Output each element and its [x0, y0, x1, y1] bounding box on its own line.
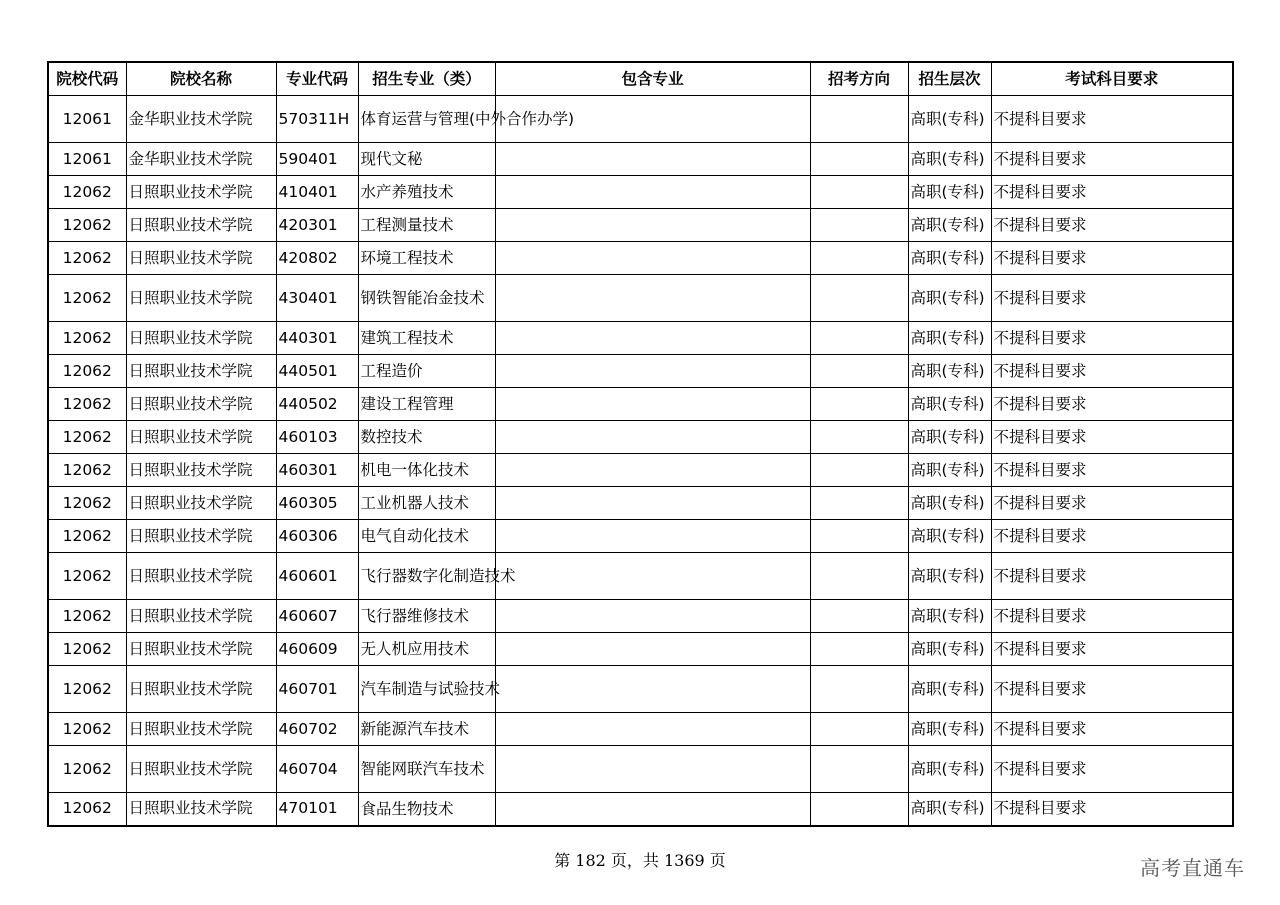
- cell-includes: [495, 713, 810, 746]
- cell-direction: [810, 355, 908, 388]
- cell-school-code: 12061: [48, 143, 126, 176]
- cell-school-name: 日照职业技术学院: [126, 355, 276, 388]
- cell-school-code: 12062: [48, 520, 126, 553]
- cell-major: 新能源汽车技术: [358, 713, 495, 746]
- cell-school-code: 12062: [48, 275, 126, 322]
- cell-major-code: 440301: [276, 322, 358, 355]
- cell-includes: [495, 388, 810, 421]
- cell-includes: [495, 666, 810, 713]
- cell-school-name: 日照职业技术学院: [126, 746, 276, 793]
- cell-major: 飞行器数字化制造技术: [358, 553, 495, 600]
- cell-direction: [810, 487, 908, 520]
- table-row: [48, 176, 1233, 209]
- cell-major-code: 440501: [276, 355, 358, 388]
- cell-major: 工程测量技术: [358, 209, 495, 242]
- cell-school-code: 12062: [48, 666, 126, 713]
- table-row: [48, 520, 1233, 553]
- cell-major: 体育运营与管理(中外合作办学): [358, 96, 495, 143]
- cell-school-name: 日照职业技术学院: [126, 793, 276, 826]
- cell-school-code: 12062: [48, 713, 126, 746]
- cell-includes: [495, 421, 810, 454]
- cell-direction: [810, 600, 908, 633]
- cell-includes: [495, 242, 810, 275]
- cell-school-code: 12062: [48, 322, 126, 355]
- cell-level: 高职(专科): [908, 454, 991, 487]
- cell-includes: [495, 355, 810, 388]
- cell-requirement: 不提科目要求: [991, 421, 1233, 454]
- cell-direction: [810, 421, 908, 454]
- cell-level: 高职(专科): [908, 421, 991, 454]
- cell-school-code: 12061: [48, 96, 126, 143]
- table-row: [48, 793, 1233, 826]
- cell-school-name: 日照职业技术学院: [126, 388, 276, 421]
- table-row: [48, 633, 1233, 666]
- cell-major-code: 420802: [276, 242, 358, 275]
- cell-direction: [810, 454, 908, 487]
- table-row: [48, 242, 1233, 275]
- cell-school-name: 日照职业技术学院: [126, 322, 276, 355]
- cell-includes: [495, 487, 810, 520]
- cell-includes: [495, 143, 810, 176]
- cell-school-code: 12062: [48, 176, 126, 209]
- cell-major-code: 460702: [276, 713, 358, 746]
- cell-requirement: 不提科目要求: [991, 633, 1233, 666]
- cell-school-name: 日照职业技术学院: [126, 421, 276, 454]
- cell-includes: [495, 793, 810, 826]
- table-row: [48, 275, 1233, 322]
- cell-major-code: 460306: [276, 520, 358, 553]
- cell-school-code: 12062: [48, 633, 126, 666]
- cell-major-code: 440502: [276, 388, 358, 421]
- cell-school-name: 日照职业技术学院: [126, 454, 276, 487]
- cell-school-code: 12062: [48, 209, 126, 242]
- cell-level: 高职(专科): [908, 600, 991, 633]
- cell-level: 高职(专科): [908, 520, 991, 553]
- cell-includes: [495, 209, 810, 242]
- cell-major: 工业机器人技术: [358, 487, 495, 520]
- cell-direction: [810, 713, 908, 746]
- cell-requirement: 不提科目要求: [991, 355, 1233, 388]
- cell-level: 高职(专科): [908, 143, 991, 176]
- cell-major-code: 430401: [276, 275, 358, 322]
- table-row: [48, 600, 1233, 633]
- cell-direction: [810, 322, 908, 355]
- cell-level: 高职(专科): [908, 96, 991, 143]
- cell-level: 高职(专科): [908, 746, 991, 793]
- table-header-row: [48, 62, 1233, 96]
- cell-level: 高职(专科): [908, 388, 991, 421]
- cell-major: 建设工程管理: [358, 388, 495, 421]
- cell-major-code: 460607: [276, 600, 358, 633]
- cell-school-code: 12062: [48, 421, 126, 454]
- cell-level: 高职(专科): [908, 793, 991, 826]
- cell-direction: [810, 143, 908, 176]
- cell-direction: [810, 96, 908, 143]
- cell-school-name: 日照职业技术学院: [126, 633, 276, 666]
- cell-school-code: 12062: [48, 793, 126, 826]
- cell-major-code: 460704: [276, 746, 358, 793]
- header-school-name: 院校名称: [126, 62, 276, 96]
- cell-school-code: 12062: [48, 355, 126, 388]
- cell-school-name: 日照职业技术学院: [126, 275, 276, 322]
- cell-requirement: 不提科目要求: [991, 388, 1233, 421]
- table-body: [48, 96, 1233, 826]
- cell-major: 无人机应用技术: [358, 633, 495, 666]
- cell-school-code: 12062: [48, 242, 126, 275]
- admissions-table: [47, 61, 1234, 827]
- cell-direction: [810, 176, 908, 209]
- cell-major: 机电一体化技术: [358, 454, 495, 487]
- cell-direction: [810, 275, 908, 322]
- cell-major: 智能网联汽车技术: [358, 746, 495, 793]
- cell-major: 电气自动化技术: [358, 520, 495, 553]
- cell-major: 现代文秘: [358, 143, 495, 176]
- cell-school-name: 日照职业技术学院: [126, 713, 276, 746]
- table-row: [48, 487, 1233, 520]
- cell-major-code: 470101: [276, 793, 358, 826]
- cell-requirement: 不提科目要求: [991, 143, 1233, 176]
- cell-major: 飞行器维修技术: [358, 600, 495, 633]
- cell-includes: [495, 633, 810, 666]
- table-row: [48, 553, 1233, 600]
- cell-school-name: 日照职业技术学院: [126, 487, 276, 520]
- table-row: [48, 96, 1233, 143]
- cell-includes: [495, 746, 810, 793]
- header-major-code: 专业代码: [276, 62, 358, 96]
- cell-school-name: 日照职业技术学院: [126, 553, 276, 600]
- cell-school-name: 日照职业技术学院: [126, 209, 276, 242]
- cell-includes: [495, 454, 810, 487]
- cell-school-code: 12062: [48, 746, 126, 793]
- cell-level: 高职(专科): [908, 275, 991, 322]
- cell-includes: [495, 275, 810, 322]
- watermark-logo-text: 高考直通车: [1140, 856, 1245, 880]
- admissions-table-container: [47, 61, 1232, 827]
- cell-requirement: 不提科目要求: [991, 454, 1233, 487]
- cell-requirement: 不提科目要求: [991, 322, 1233, 355]
- cell-major-code: 460609: [276, 633, 358, 666]
- cell-requirement: 不提科目要求: [991, 713, 1233, 746]
- cell-direction: [810, 793, 908, 826]
- cell-requirement: 不提科目要求: [991, 176, 1233, 209]
- cell-major-code: 410401: [276, 176, 358, 209]
- cell-school-name: 日照职业技术学院: [126, 600, 276, 633]
- cell-direction: [810, 746, 908, 793]
- cell-major: 钢铁智能冶金技术: [358, 275, 495, 322]
- cell-direction: [810, 520, 908, 553]
- cell-requirement: 不提科目要求: [991, 553, 1233, 600]
- cell-school-code: 12062: [48, 600, 126, 633]
- cell-major-code: 570311H: [276, 96, 358, 143]
- table-row: [48, 746, 1233, 793]
- cell-school-code: 12062: [48, 454, 126, 487]
- cell-school-name: 金华职业技术学院: [126, 143, 276, 176]
- cell-direction: [810, 633, 908, 666]
- header-level: 招生层次: [908, 62, 991, 96]
- table-row: [48, 713, 1233, 746]
- cell-requirement: 不提科目要求: [991, 275, 1233, 322]
- cell-major: 环境工程技术: [358, 242, 495, 275]
- cell-includes: [495, 322, 810, 355]
- cell-level: 高职(专科): [908, 553, 991, 600]
- cell-school-name: 日照职业技术学院: [126, 242, 276, 275]
- cell-major-code: 460701: [276, 666, 358, 713]
- cell-requirement: 不提科目要求: [991, 209, 1233, 242]
- cell-requirement: 不提科目要求: [991, 793, 1233, 826]
- cell-school-code: 12062: [48, 388, 126, 421]
- header-direction: 招考方向: [810, 62, 908, 96]
- cell-level: 高职(专科): [908, 355, 991, 388]
- cell-school-name: 日照职业技术学院: [126, 520, 276, 553]
- cell-major-code: 460103: [276, 421, 358, 454]
- cell-major: 数控技术: [358, 421, 495, 454]
- cell-requirement: 不提科目要求: [991, 600, 1233, 633]
- cell-direction: [810, 209, 908, 242]
- cell-requirement: 不提科目要求: [991, 746, 1233, 793]
- cell-requirement: 不提科目要求: [991, 96, 1233, 143]
- cell-level: 高职(专科): [908, 242, 991, 275]
- cell-major-code: 420301: [276, 209, 358, 242]
- header-includes: 包含专业: [495, 62, 810, 96]
- cell-major-code: 460601: [276, 553, 358, 600]
- cell-school-code: 12062: [48, 487, 126, 520]
- cell-major-code: 460305: [276, 487, 358, 520]
- cell-school-name: 日照职业技术学院: [126, 176, 276, 209]
- header-major: 招生专业（类）: [358, 62, 495, 96]
- header-school-code: 院校代码: [48, 62, 126, 96]
- cell-major: 工程造价: [358, 355, 495, 388]
- cell-direction: [810, 388, 908, 421]
- table-row: [48, 143, 1233, 176]
- cell-includes: [495, 553, 810, 600]
- header-requirement: 考试科目要求: [991, 62, 1233, 96]
- cell-school-code: 12062: [48, 553, 126, 600]
- cell-major: 建筑工程技术: [358, 322, 495, 355]
- cell-level: 高职(专科): [908, 322, 991, 355]
- cell-includes: [495, 176, 810, 209]
- cell-major: 汽车制造与试验技术: [358, 666, 495, 713]
- table-row: [48, 666, 1233, 713]
- cell-requirement: 不提科目要求: [991, 487, 1233, 520]
- table-row: [48, 421, 1233, 454]
- cell-level: 高职(专科): [908, 713, 991, 746]
- table-row: [48, 322, 1233, 355]
- page-number: 第 182 页，共 1369 页: [554, 851, 726, 870]
- table-row: [48, 209, 1233, 242]
- cell-major: 水产养殖技术: [358, 176, 495, 209]
- cell-direction: [810, 666, 908, 713]
- cell-direction: [810, 553, 908, 600]
- cell-school-name: 日照职业技术学院: [126, 666, 276, 713]
- cell-requirement: 不提科目要求: [991, 520, 1233, 553]
- cell-major-code: 590401: [276, 143, 358, 176]
- cell-requirement: 不提科目要求: [991, 242, 1233, 275]
- cell-requirement: 不提科目要求: [991, 666, 1233, 713]
- table-row: [48, 388, 1233, 421]
- table-row: [48, 454, 1233, 487]
- cell-major: 食品生物技术: [358, 793, 495, 826]
- cell-includes: [495, 600, 810, 633]
- cell-level: 高职(专科): [908, 176, 991, 209]
- cell-level: 高职(专科): [908, 487, 991, 520]
- cell-level: 高职(专科): [908, 209, 991, 242]
- cell-level: 高职(专科): [908, 633, 991, 666]
- cell-level: 高职(专科): [908, 666, 991, 713]
- cell-major-code: 460301: [276, 454, 358, 487]
- cell-school-name: 金华职业技术学院: [126, 96, 276, 143]
- cell-includes: [495, 520, 810, 553]
- table-row: [48, 355, 1233, 388]
- cell-direction: [810, 242, 908, 275]
